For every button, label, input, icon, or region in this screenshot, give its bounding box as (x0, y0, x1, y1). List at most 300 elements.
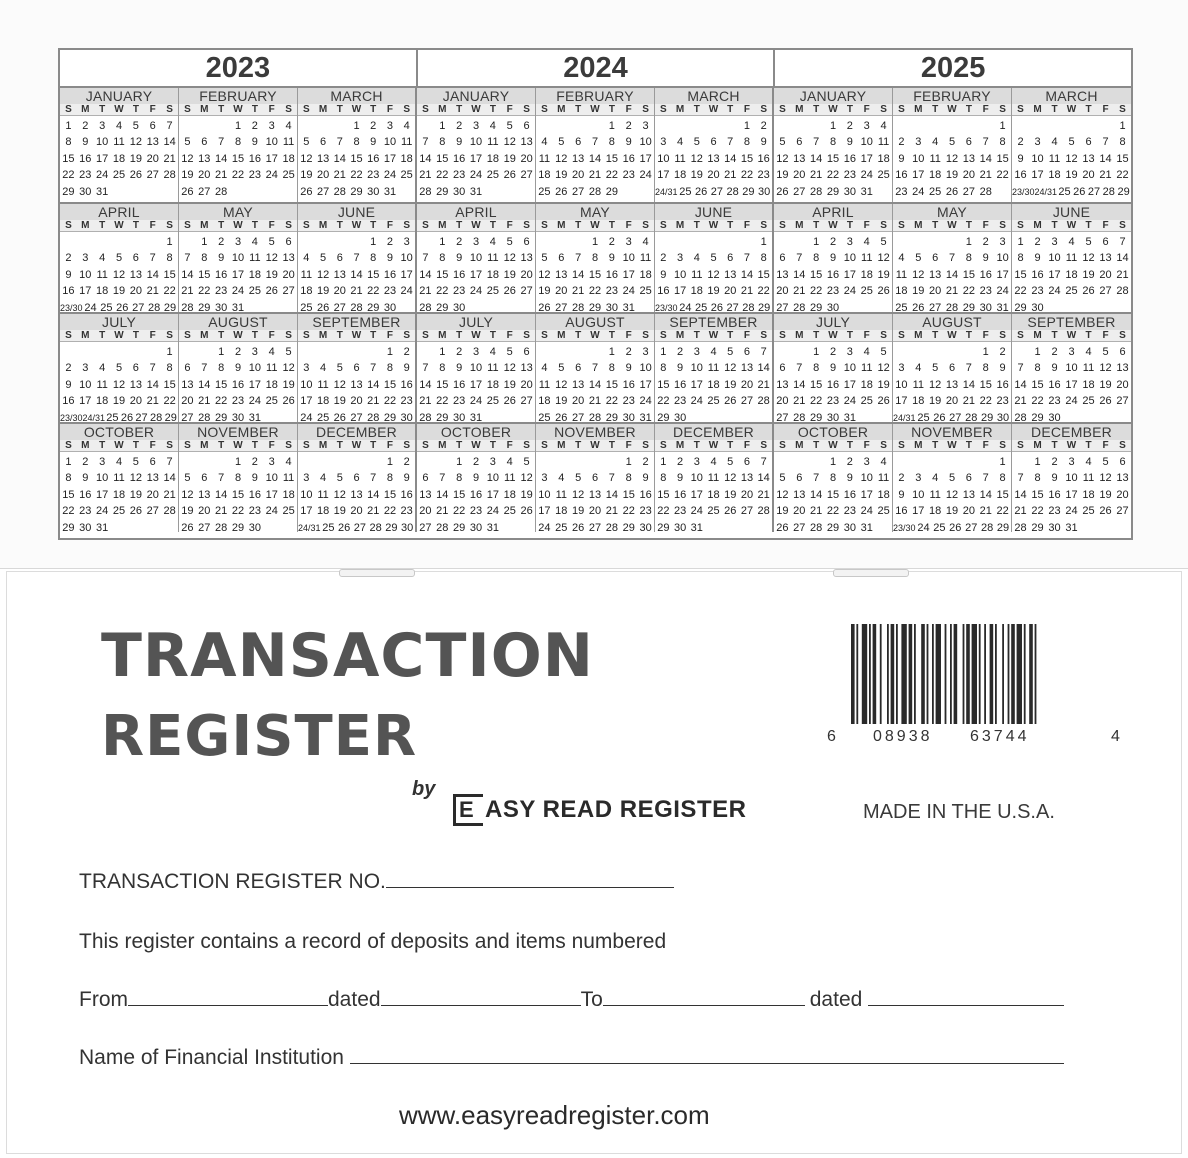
day-number: 17 (248, 378, 261, 391)
day-number: 10 (486, 472, 499, 485)
day-number: 29 (826, 521, 840, 532)
day-number (501, 184, 518, 200)
day-number: 28 (980, 521, 994, 532)
weekday-letter: T (489, 440, 496, 451)
day-number: 28 (965, 411, 978, 422)
weekday-letter: T (965, 104, 972, 115)
day-number: 4 (693, 252, 700, 265)
day-number: 20 (572, 395, 585, 408)
day-number: 16 (826, 378, 840, 391)
day-number: 27 (146, 169, 159, 182)
day-number: 13 (1116, 362, 1129, 375)
day-number: 16 (996, 378, 1009, 391)
week-row (774, 167, 892, 183)
day-number: 1 (65, 456, 72, 468)
month-block (774, 88, 893, 202)
week-row (774, 470, 892, 486)
day-number: 7 (591, 136, 599, 149)
day-number (553, 234, 570, 250)
day-number: 5 (779, 136, 786, 149)
week-row (774, 184, 892, 200)
day-number: 31 (860, 521, 873, 532)
day-number: 4 (541, 136, 548, 149)
day-number: 9 (898, 152, 905, 165)
day-number (484, 184, 501, 200)
day-number (875, 520, 892, 532)
day-number: 28 (793, 301, 806, 312)
month-block (60, 88, 179, 202)
day-number: 24 (84, 301, 97, 312)
weekday-letter: T (99, 220, 106, 231)
day-number: 9 (456, 136, 463, 149)
day-number: 6 (743, 346, 751, 358)
day-number: 10 (690, 472, 703, 485)
day-number: 27 (282, 285, 295, 298)
barcode-bar (927, 624, 929, 724)
day-number: 3 (915, 136, 922, 149)
day-number: 25 (486, 285, 499, 298)
day-number: 10 (860, 472, 873, 485)
day-number: 14 (757, 472, 770, 485)
weekday-letter: M (81, 104, 90, 115)
day-number: 27 (962, 185, 975, 198)
weekday-letter: S (1119, 440, 1126, 451)
month-name: JANUARY (417, 88, 535, 104)
day-number: 20 (129, 395, 142, 408)
day-number: 28 (198, 411, 211, 422)
day-number: 21 (215, 505, 228, 518)
day-number: 25 (895, 301, 908, 312)
day-number: 29 (1014, 301, 1027, 312)
weekday-letter: S (541, 440, 548, 451)
day-number: 20 (740, 378, 754, 391)
day-number: 4 (115, 456, 123, 468)
day-number: 24 (265, 169, 278, 182)
day-number: 1 (439, 236, 446, 248)
week-row (774, 454, 892, 470)
day-number: 27 (776, 301, 789, 312)
day-number (230, 184, 247, 200)
day-number (246, 300, 263, 312)
day-number: 17 (1065, 488, 1078, 501)
day-number: 12 (555, 378, 568, 391)
day-number: 7 (370, 472, 377, 485)
day-number: 8 (608, 362, 615, 375)
day-number: 7 (796, 252, 803, 265)
weekday-header (774, 440, 892, 452)
day-number: 6 (575, 362, 582, 375)
day-number: 30 (79, 521, 92, 532)
day-number: 26 (503, 169, 516, 182)
day-number: 23 (843, 505, 856, 518)
weekday-letter: W (351, 330, 362, 341)
day-number: 30 (453, 185, 466, 198)
day-number: 4 (898, 252, 905, 265)
day-number: 17 (265, 488, 278, 501)
day-number: 26 (1073, 185, 1086, 198)
day-number: 30 (231, 411, 245, 422)
day-number: 24 (1065, 395, 1078, 408)
dated-field-1[interactable] (381, 991, 581, 1006)
month-block (179, 424, 298, 532)
day-number (536, 454, 553, 470)
day-number: 19 (112, 395, 126, 408)
day-number: 25 (538, 185, 551, 198)
weekday-header (774, 104, 892, 116)
day-number: 8 (608, 136, 615, 149)
day-number: 24 (469, 395, 483, 408)
day-number: 30 (639, 521, 652, 532)
day-number: 1 (625, 456, 632, 468)
day-number: 21 (146, 285, 159, 298)
weekday-letter: S (779, 220, 786, 231)
weekday-letter: F (863, 330, 870, 341)
weekday-letter: F (506, 330, 513, 341)
day-number: 4 (251, 236, 258, 248)
day-number (722, 234, 739, 250)
day-number: 27 (520, 285, 533, 298)
day-number: 29 (436, 185, 449, 198)
day-number (1063, 118, 1080, 134)
day-number: 30 (383, 301, 397, 312)
day-number: 20 (146, 152, 159, 165)
day-number: 22 (605, 395, 618, 408)
day-number: 21 (1116, 268, 1129, 281)
day-number: 4 (710, 456, 717, 468)
day-number (315, 454, 332, 470)
day-number: 12 (503, 362, 516, 375)
day-number: 1 (1017, 236, 1024, 248)
weekday-letter: T (251, 330, 258, 341)
day-number: 26 (776, 185, 789, 198)
weekday-letter: T (1085, 330, 1092, 341)
day-number (331, 344, 348, 360)
barcode-bar (936, 624, 941, 724)
day-number (927, 344, 944, 360)
weekday-letter: W (828, 220, 838, 231)
weekday-letter: M (557, 330, 566, 341)
day-number (637, 300, 654, 312)
day-number: 23 (895, 185, 908, 198)
day-number (1046, 300, 1063, 312)
day-number: 24 (622, 285, 635, 298)
day-number: 19 (776, 169, 789, 182)
day-number: 3 (1051, 236, 1058, 248)
day-number: 23 (248, 169, 261, 182)
barcode-bar (954, 624, 958, 724)
day-number: 18 (690, 285, 703, 298)
week-row (655, 134, 772, 150)
week-row (893, 393, 1011, 409)
week-row (655, 360, 772, 376)
month-name: AUGUST (893, 314, 1011, 330)
day-number: 23/30 (60, 302, 83, 312)
day-number: 5 (320, 252, 327, 265)
day-number: 12 (538, 268, 551, 281)
weekday-letter: T (932, 440, 939, 451)
day-number (1097, 300, 1114, 312)
dated-field-2[interactable] (868, 991, 1064, 1006)
institution-field[interactable] (350, 1049, 1064, 1064)
day-number: 23 (383, 285, 397, 298)
day-number (536, 118, 553, 134)
day-number (398, 300, 415, 312)
day-number: 20 (146, 488, 159, 501)
weekday-letter: T (965, 330, 972, 341)
weekday-letter: M (81, 440, 90, 451)
week-row (298, 377, 415, 393)
week-row (298, 470, 415, 486)
day-number: 23 (367, 169, 380, 182)
barcode-bar (880, 624, 882, 724)
barcode-group1: 08938 (873, 728, 933, 745)
day-number: 25 (929, 185, 942, 198)
day-number: 7 (184, 252, 191, 265)
day-number: 5 (558, 136, 565, 149)
day-number: 2 (456, 346, 463, 358)
weekday-letter: S (422, 220, 429, 231)
day-number: 25 (282, 169, 295, 182)
day-number: 9 (846, 472, 853, 485)
day-number: 24 (690, 505, 703, 518)
day-number: 5 (1102, 346, 1109, 358)
day-number: 23 (996, 395, 1009, 408)
day-number: 23 (622, 395, 635, 408)
day-number (298, 454, 315, 470)
day-number: 17 (673, 285, 687, 298)
week-row (60, 344, 178, 360)
day-number: 1 (1119, 120, 1126, 132)
weekday-letter: F (506, 440, 513, 451)
day-number (417, 454, 434, 470)
day-number: 30 (622, 411, 635, 422)
weekday-letter: T (336, 220, 343, 231)
day-number: 14 (979, 488, 992, 501)
weekday-letter: W (708, 440, 719, 451)
week-row (1012, 300, 1131, 312)
day-number: 28 (605, 521, 618, 532)
day-number (620, 184, 637, 200)
weekday-letter: F (386, 104, 393, 115)
barcode-bar (972, 624, 977, 724)
day-number: 28 (588, 411, 602, 422)
day-number: 15 (1031, 488, 1044, 501)
day-number: 10 (248, 362, 261, 375)
day-number: 13 (740, 362, 754, 375)
day-number: 16 (400, 488, 413, 501)
day-number: 19 (724, 378, 737, 391)
day-number: 24 (469, 169, 483, 182)
day-number: 29 (62, 521, 75, 532)
day-number (1063, 410, 1080, 422)
day-number: 24/31 (298, 522, 321, 532)
weekday-letter: S (422, 104, 429, 115)
weekday-letter: S (999, 440, 1006, 451)
week-row (417, 393, 535, 409)
weekday-header (298, 440, 415, 452)
barcode-bar (901, 624, 906, 724)
day-number (536, 234, 553, 250)
week-row (774, 344, 892, 360)
weekday-letter: T (1051, 220, 1058, 231)
day-number: 27 (776, 411, 789, 422)
weekday-letter: T (727, 330, 734, 341)
day-number: 28 (333, 185, 346, 198)
month-block (179, 88, 298, 202)
week-row (417, 360, 535, 376)
day-number (417, 234, 434, 250)
day-number (705, 118, 722, 134)
weekday-letter: W (471, 220, 481, 231)
weekday-letter: S (999, 104, 1006, 115)
day-number: 25 (860, 395, 873, 408)
weekday-letter: S (422, 330, 429, 341)
day-number: 30 (826, 301, 840, 312)
week-row (536, 250, 654, 266)
day-number: 23 (843, 169, 856, 182)
day-number: 18 (96, 395, 109, 408)
week-row (417, 454, 535, 470)
day-number: 14 (215, 488, 228, 501)
day-number: 24 (996, 285, 1009, 298)
day-number: 3 (693, 456, 700, 468)
day-number: 17 (895, 395, 908, 408)
day-number (1114, 410, 1131, 422)
day-number (570, 118, 587, 134)
week-row (417, 250, 535, 266)
day-number: 31 (469, 411, 483, 422)
day-number (179, 118, 196, 134)
weekday-letter: S (166, 104, 173, 115)
month-block (1012, 314, 1131, 422)
website-url[interactable]: www.easyreadregister.com (399, 1100, 710, 1130)
week-row (893, 283, 1011, 299)
day-number (348, 344, 365, 360)
day-number: 5 (693, 136, 700, 149)
day-number (570, 344, 587, 360)
weekday-letter: T (693, 330, 700, 341)
day-number: 20 (520, 268, 533, 281)
day-number: 26 (181, 521, 194, 532)
weekday-letter: T (932, 104, 939, 115)
day-number: 5 (506, 346, 513, 358)
week-row (60, 184, 178, 200)
day-number (196, 118, 213, 134)
day-number: 18 (538, 169, 551, 182)
month-name: APRIL (60, 204, 178, 220)
day-number (808, 118, 825, 134)
weekday-letter: W (233, 220, 243, 231)
day-number: 20 (588, 505, 602, 518)
day-number: 19 (1099, 378, 1112, 391)
week-row (893, 360, 1011, 376)
day-number (893, 454, 910, 470)
day-number: 1 (370, 236, 377, 248)
day-number: 12 (1099, 362, 1112, 375)
weekday-letter: T (218, 330, 225, 341)
week-row (655, 393, 772, 409)
day-number (739, 234, 756, 250)
barcode-bar (1035, 624, 1037, 724)
weekday-letter: W (351, 440, 362, 451)
weekday-header (179, 440, 297, 452)
day-number: 9 (625, 136, 632, 149)
week-row (60, 267, 178, 283)
day-number: 20 (776, 395, 789, 408)
day-number: 3 (863, 120, 870, 132)
day-number: 21 (605, 505, 618, 518)
day-number: 20 (1116, 488, 1129, 501)
day-number: 30 (453, 301, 466, 312)
day-number: 10 (1065, 362, 1078, 375)
weekday-letter: M (795, 330, 804, 341)
month-name: DECEMBER (298, 424, 415, 440)
month-name: JUNE (655, 204, 772, 220)
day-number: 15 (436, 268, 449, 281)
day-number (944, 234, 961, 250)
to-field[interactable] (603, 991, 805, 1006)
weekday-header (298, 104, 415, 116)
day-number (655, 234, 672, 250)
barcode-bar (873, 624, 877, 724)
day-number: 11 (538, 152, 551, 165)
day-number: 9 (218, 252, 225, 265)
day-number (263, 410, 280, 422)
day-number: 9 (608, 252, 615, 265)
weekday-letter: F (149, 220, 156, 231)
weekday-letter: S (65, 220, 72, 231)
day-number: 29 (1031, 521, 1044, 532)
day-number (60, 344, 77, 360)
day-number: 17 (860, 152, 873, 165)
from-field[interactable] (128, 991, 328, 1006)
day-number: 29 (605, 411, 618, 422)
month-name: AUGUST (536, 314, 654, 330)
day-number: 10 (300, 378, 313, 391)
day-number: 23 (453, 395, 466, 408)
week-row (536, 410, 654, 422)
day-number: 11 (487, 362, 499, 375)
week-row (179, 393, 297, 409)
day-number: 9 (677, 472, 684, 485)
weekday-letter: F (982, 220, 989, 231)
day-number: 27 (181, 411, 194, 422)
day-number: 24 (486, 505, 499, 518)
weekday-letter: T (813, 440, 820, 451)
day-number: 25 (248, 285, 261, 298)
day-number: 2 (1051, 456, 1058, 468)
day-number: 17 (486, 488, 499, 501)
register-no-field[interactable] (386, 873, 674, 888)
day-number: 4 (642, 236, 649, 248)
day-number: 27 (520, 169, 533, 182)
day-number: 12 (707, 268, 720, 281)
week-row (893, 410, 1011, 422)
day-number: 22 (605, 169, 618, 182)
day-number (315, 118, 332, 134)
weekday-header (179, 104, 297, 116)
day-number (705, 234, 722, 250)
weekday-letter: T (813, 220, 820, 231)
month-name: APRIL (774, 204, 892, 220)
month-name: MARCH (1012, 88, 1131, 104)
day-number: 16 (843, 152, 856, 165)
weekday-letter: S (541, 220, 548, 231)
day-number: 3 (1068, 346, 1075, 358)
day-number: 1 (743, 120, 751, 132)
day-number (298, 118, 315, 134)
weekday-letter: S (303, 104, 310, 115)
